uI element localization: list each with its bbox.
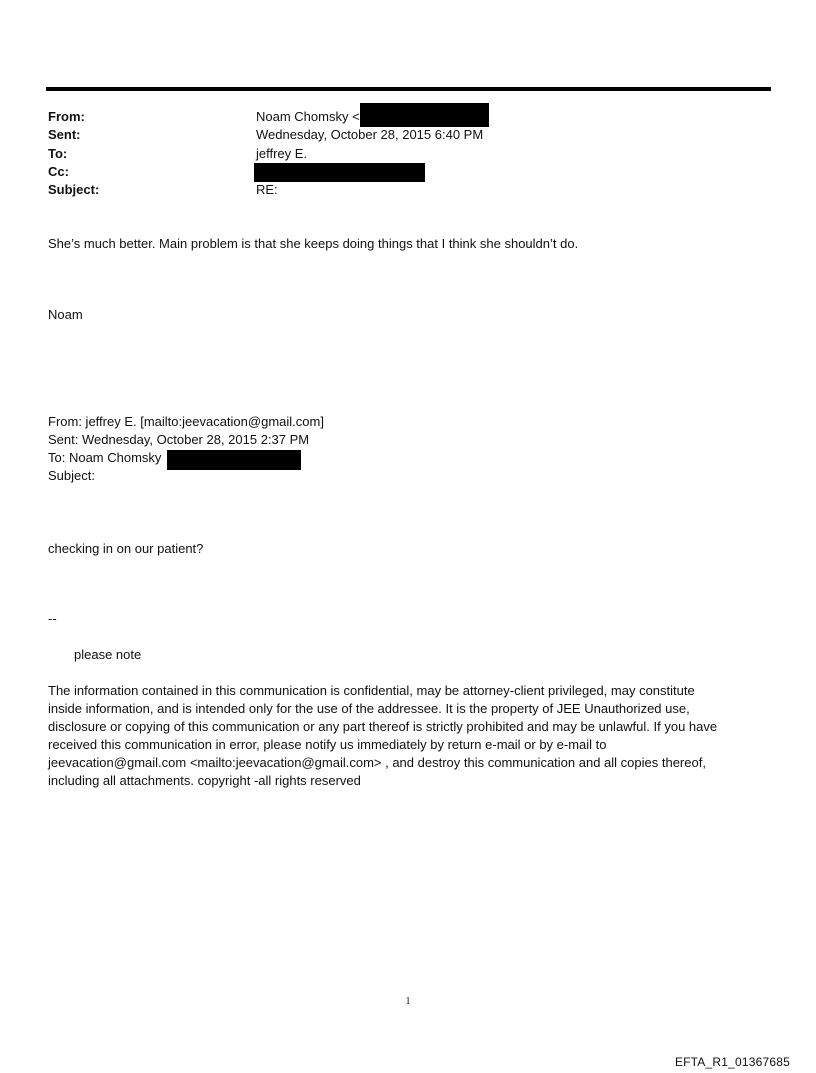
- sent-value: Wednesday, October 28, 2015 6:40 PM: [256, 127, 484, 142]
- page-number: 1: [405, 996, 411, 1007]
- redaction-to-email: [167, 450, 301, 470]
- document-id: EFTA_R1_01367685: [674, 1055, 790, 1069]
- confidentiality-disclaimer: [48, 682, 763, 790]
- reply-signature: Noam: [48, 307, 83, 322]
- subject-value: RE:: [256, 182, 278, 197]
- redaction-cc: [254, 163, 425, 182]
- to-value: jeffrey E.: [256, 146, 308, 161]
- to-label: To:: [48, 146, 68, 161]
- disclaimer-line: received this communication in error, please notify us immediately by return e-mail or by e-mail to: [48, 737, 607, 752]
- sent-label: Sent:: [48, 127, 81, 142]
- cc-label: Cc:: [48, 164, 69, 179]
- disclaimer-line: including all attachments. copyright -all rights reserved: [48, 773, 361, 788]
- disclaimer-line: jeevacation@gmail.com <mailto:jeevacation@gmail.com> , and destroy this communication and all copies thereof,: [48, 755, 706, 770]
- please-note: please note: [74, 647, 142, 662]
- from-value: Noam Chomsky <: [256, 109, 360, 124]
- subject-label: Subject:: [48, 182, 100, 197]
- redaction-from-email: [360, 103, 489, 127]
- original-sent: Sent: Wednesday, October 28, 2015 2:37 PM: [48, 432, 310, 447]
- reply-body: She’s much better. Main problem is that she keeps doing things that I think she shouldn’t do.: [48, 236, 579, 251]
- header-rule: [46, 87, 771, 91]
- original-subject: Subject:: [48, 468, 95, 483]
- disclaimer-line: disclosure or copying of this communication or any part thereof is strictly prohibited and may be unlawful. If you have: [48, 719, 718, 734]
- signature-separator: --: [48, 611, 57, 626]
- from-label: From:: [48, 109, 85, 124]
- original-body: checking in on our patient?: [48, 541, 204, 556]
- original-to: To: Noam Chomsky: [48, 450, 162, 465]
- disclaimer-line: The information contained in this communication is confidential, may be attorney-client privileged, may constitute: [48, 683, 695, 698]
- original-from: From: jeffrey E. [mailto:jeevacation@gmail.com]: [48, 414, 324, 429]
- disclaimer-line: inside information, and is intended only for the use of the addressee. It is the property of JEE Unauthorized use,: [48, 701, 690, 716]
